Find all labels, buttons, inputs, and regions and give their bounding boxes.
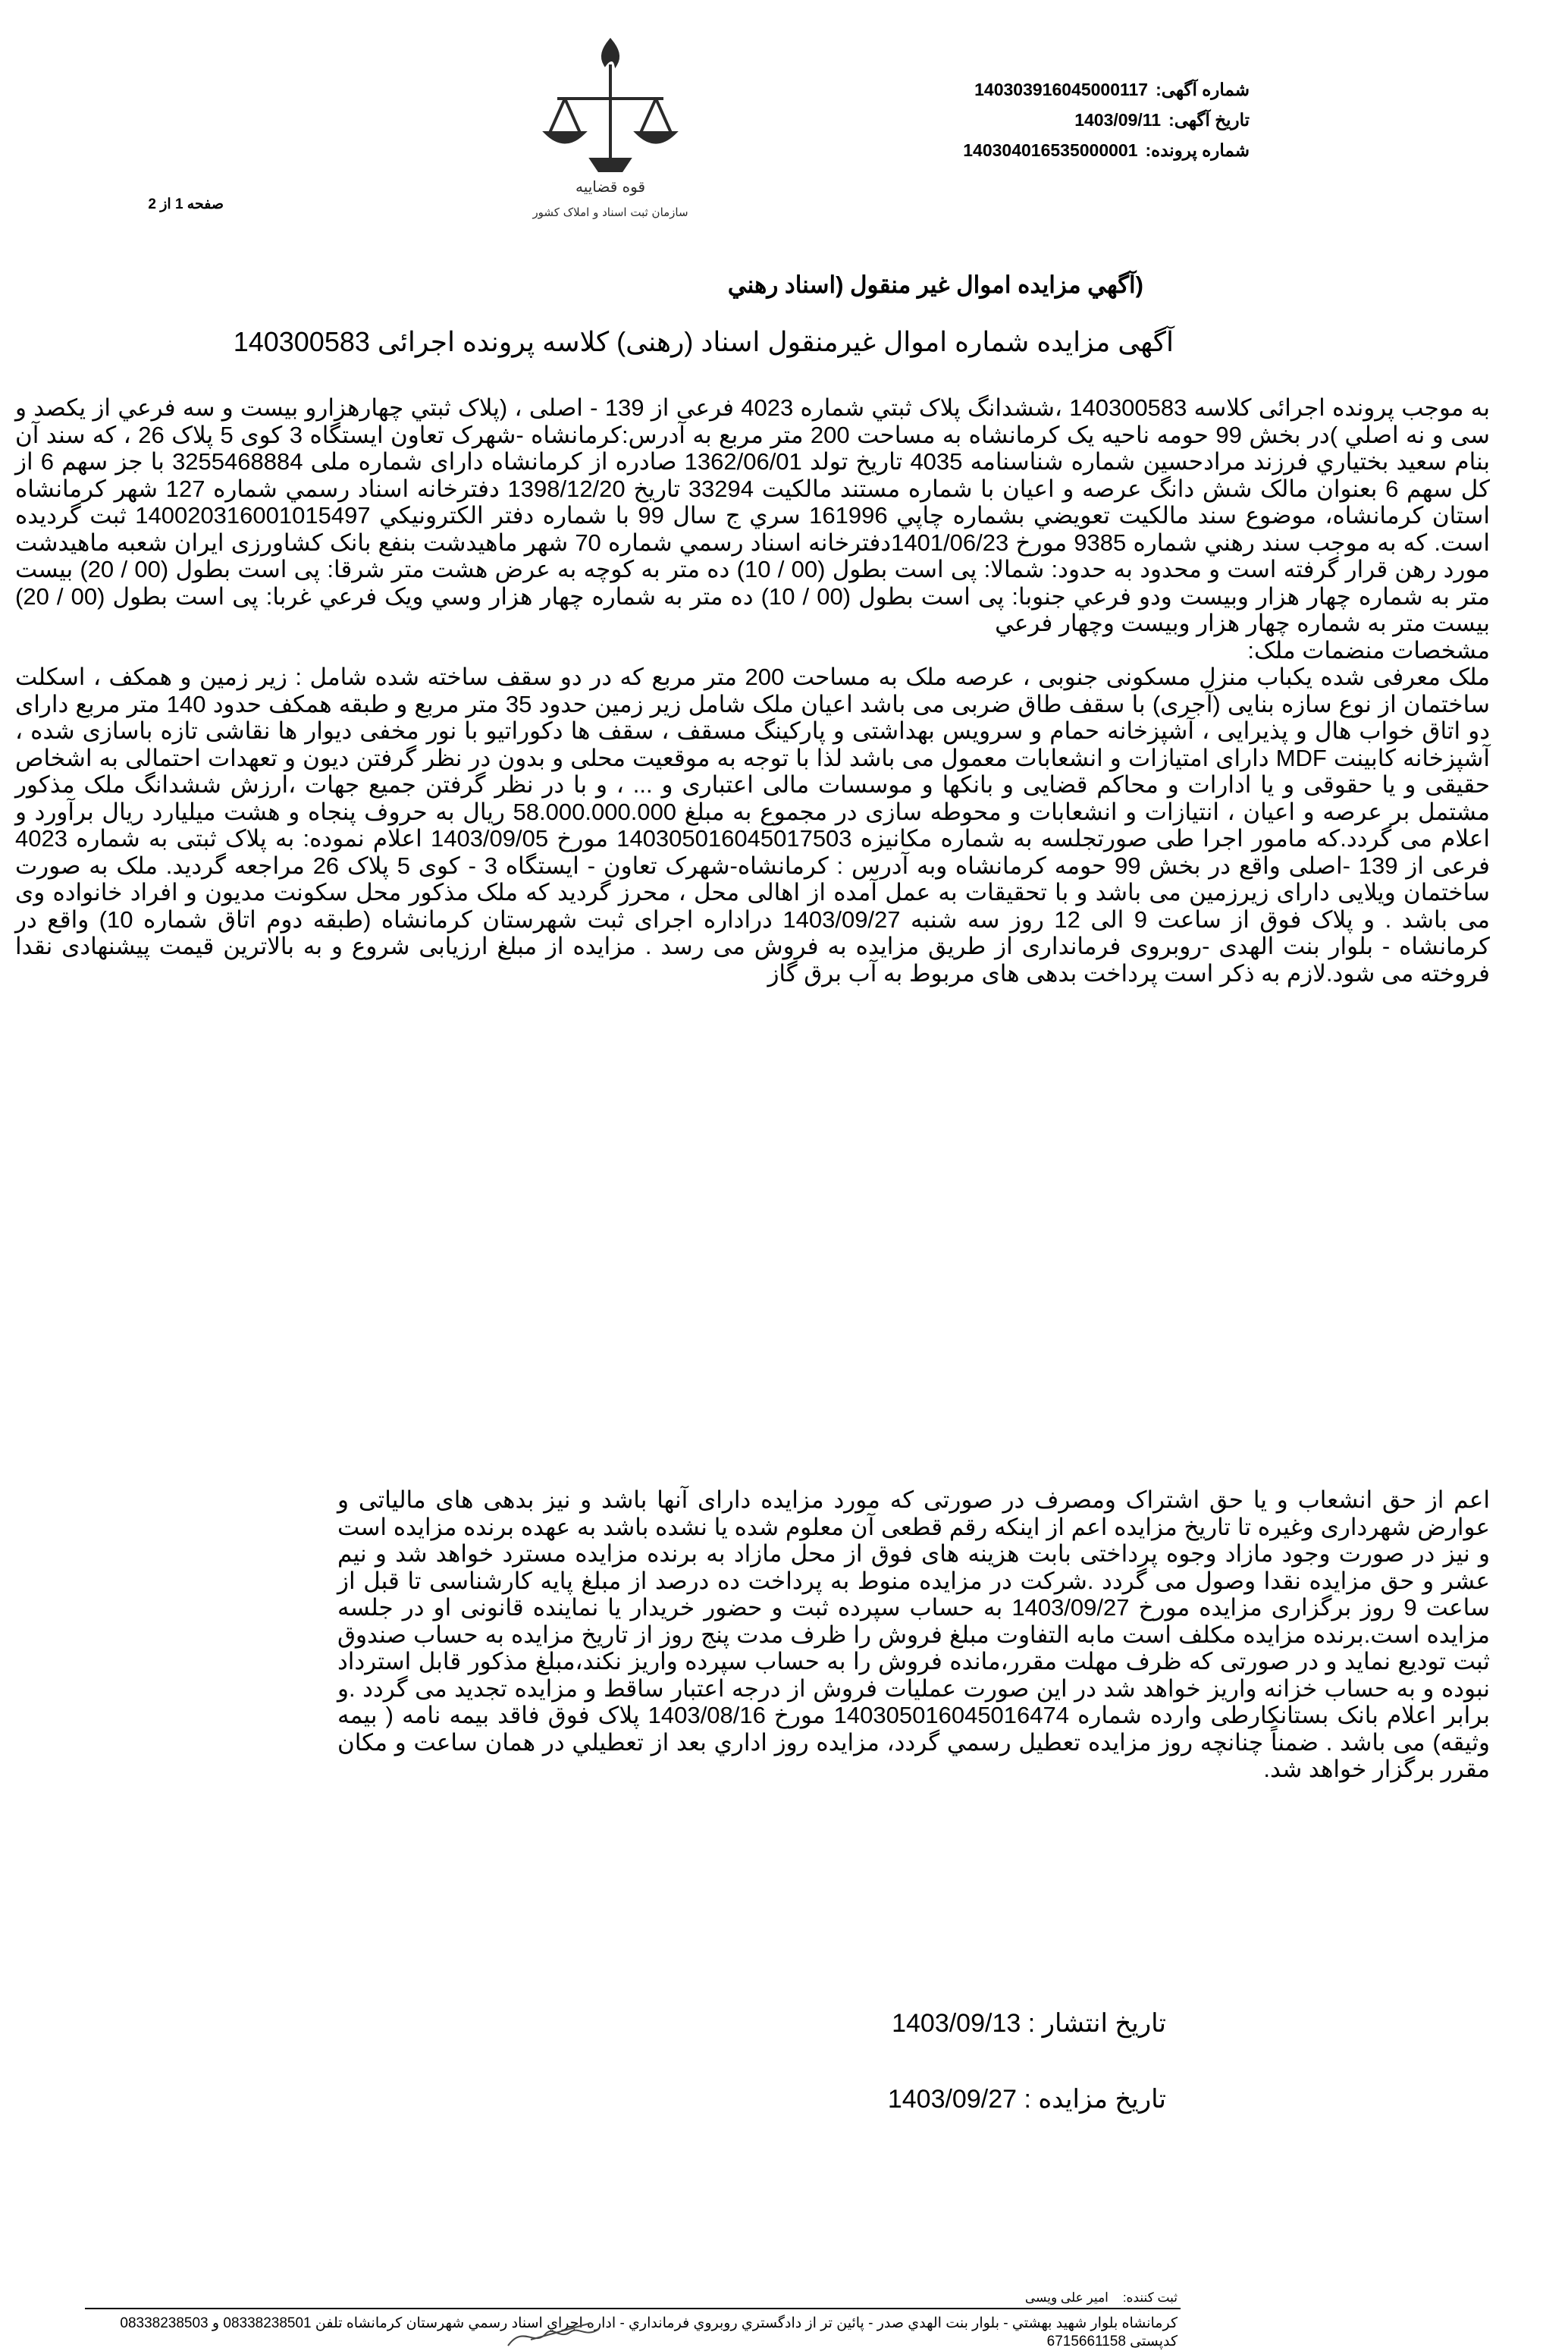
body-paragraph: مشخصات منضمات ملک: (1247, 636, 1490, 664)
body-section-2 (337, 1486, 1490, 1783)
publish-date-label: تاریخ انتشار : (1027, 2009, 1166, 2038)
file-number-label: شماره پرونده: (1145, 140, 1250, 160)
body-paragraph: به موجب پرونده اجرائی کلاسه 140300583 ،ششدانگ پلاک ثبتي شماره 4023 فرعی از 139 - اصلی ، (پلاک ثبتي چهارهزارو بيست و سه فرعي از يكصد و سی و نه اصلي )در بخش 99 حومه ناحيه يک کرمانشاه به مساحت 200 متر مربع به آدرس:کرمانشاه -شهرک تعاون ایستگاه 3 کوی 5 پلاک 26 ، که سند آن بنام سعيد بختياري فرزند مرادحسين شماره شناسنامه 4035 تاریخ تولد 1362/06/01 صادره از کرمانشاه دارای شماره ملی 3255468884 با جز سهم 6 از کل سهم 6 بعنوان مالک شش دانگ عرصه و اعيان با شماره مستند مالکيت 33294 تاريخ 1398/12/20 دفترخانه اسناد رسمي شماره 127 شهر کرمانشاه استان کرمانشاه، موضوع سند مالكيت تعويضي بشماره چاپي 161996 سري ج سال 99 با شماره دفتر الكترونيكي 140020316001015497 ثبت گرديده است. که به موجب سند رهني شماره 9385 مورخ 1401/06/23دفترخانه اسناد رسمي شماره 70 شهر ماهيدشت بنفع بانک کشاورزی ايران شعبه ماهيدشت مورد رهن قرار گرفته است و محدود به حدود: شمالا: پی است بطول (00 / 10) ده متر به کوچه به عرض هشت متر شرقا: پی است بطول (00 / 20) بیست متر به شماره چهار هزار وبيست ودو فرعي جنوبا: پی است بطول (00 / 10) ده متر به شماره چهار هزار وسي ويک فرعي غربا: پی است بطول (00 / 20) بيست متر به شماره چهار هزار وبيست وچهار فرعي (15, 394, 1491, 636)
footer-divider (85, 2308, 1181, 2309)
body-paragraph: اعم از حق انشعاب و یا حق اشتراک ومصرف در صورتی که مورد مزایده دارای آنها باشد و نیز بدهی های مالیاتی و عوارض شهرداری وغیره تا تاریخ مزایده اعم از اینکه رقم قطعی آن معلوم شده یا نشده باشد به عهده برنده مزایده است و نیز در صورت وجود مازاد وجوه پرداختی بابت هزینه های فوق از محل مازاد به برنده مزایده مسترد خواهد شد و نیم عشر و حق مزایده نقدا وصول می گردد .شرکت در مزایده منوط به پرداخت ده درصد از مبلغ پایه کارشناسی تا قبل از ساعت 9 روز برگزاری مزایده مورخ 1403/09/27 به حساب سپرده ثبت و حضور خریدار یا نماینده قانونی او در جلسه مزایده است.برنده مزایده مکلف است مابه التفاوت مبلغ فروش را ظرف مدت پنج روز از تاریخ مزایده به حساب صندوق ثبت تودیع نماید و در صورتی که ظرف مهلت مقرر،مانده فروش را به حساب سپرده واریز نکند،مبلغ مذکور قابل استرداد نبوده و به حساب خزانه واریز خواهد شد در این صورت عملیات فروش از درجه اعتبار ساقط و مزایده تجدید می گردد .و برابر اعلام بانک بستانکارطی وارده شماره 140305016045016474 مورخ 1403/08/16 پلاک فوق فاقد بیمه نامه ( بیمه وثیقه) می باشد . ضمناً چنانچه روز مزایده تعطیل رسمي گردد، مزايده روز اداري بعد از تعطيلي در همان ساعت و مكان مقرر برگزار خواهد شد. (337, 1486, 1490, 1782)
auction-date-label: تاریخ مزایده : (1024, 2085, 1166, 2114)
emblem-text-bottom: سازمان ثبت اسناد و املاک کشور (532, 206, 688, 219)
judiciary-emblem-icon (531, 27, 690, 239)
ad-number: 140303916045000117 (974, 80, 1149, 99)
header-meta (855, 74, 1250, 165)
ad-number-label: شماره آگهی: (1156, 80, 1250, 99)
ad-date-label: تاریخ آگهی: (1168, 110, 1250, 130)
document-title: (آگهي مزايده اموال غير منقول (اسناد رهني (727, 272, 1143, 298)
auction-date-line (888, 2084, 1166, 2114)
signature-icon (500, 2317, 622, 2350)
page-number: صفحه 1 از 2 (148, 196, 224, 212)
file-number: 140304016535000001 (963, 140, 1138, 160)
footer-address: کرمانشاه بلوار شهيد بهشتي - بلوار بنت الهدي صدر - پائين تر از دادگستري روبروي فرمانداري - اداره اجراي اسناد رسمي شهرستان کرمانشاه تلفن 08338238501 و 08338238503 کدپستی 6715661158 (120, 2315, 1178, 2349)
body-section-1 (15, 394, 1490, 987)
document-subtitle: آگهی مزایده شماره اموال غیرمنقول اسناد (رهنی) کلاسه پرونده اجرائی 140300583 (233, 326, 1174, 357)
emblem-text-top: قوه قضاییه (575, 177, 646, 196)
registrar-label: ثبت کننده: (1122, 2290, 1178, 2305)
publish-date-line (892, 2008, 1166, 2039)
ad-number-row (855, 74, 1250, 105)
registrar-name: امیر علی ویسی (1024, 2290, 1109, 2305)
registrar (1025, 2290, 1178, 2305)
file-number-row (855, 135, 1250, 165)
auction-date: 1403/09/27 (887, 2085, 1018, 2114)
ad-date: 1403/09/11 (1074, 110, 1162, 130)
body-paragraph: ملک معرفی شده یکباب منزل مسکونی جنوبی ، عرصه ملک به مساحت 200 متر مربع که در دو سقف ساخته شده شامل : زیر زمین و همکف ، اسکلت ساختمان از نوع سازه بنایی (آجری) با سقف طاق ضربی می باشد اعیان ملک شامل زیر زمین حدود 35 متر مربع و طبقه همکف حدود 140 متر مربع دارای دو اتاق خواب هال و پذیرایی ، آشپزخانه حمام و سرویس بهداشتی و پارکینگ مسقف ، سقف ها دکوراتیو با نور مخفی دیوار ها نقاشی تازه باسازی شده ، آشپزخانه کابینت MDF دارای امتیازات و انشعابات معمول می باشد لذا با توجه به موقعیت محلی و بدون در نظر گرفتن دیون و تعهدات احتمالی به اشخاص حقیقی و یا حقوقی و یا ادارات و محاکم قضایی و بانکها و موسسات مالی اعتباری و ... ، و با در نظر گرفتن جمیع جهات ،ارزش ششدانگ ملک مذکور مشتمل بر عرصه و اعیان ، انتیازات و انشعابات و محوطه سازی در مجموع به مبلغ 58.000.000.000 ریال به حروف پنجاه و هشت میلیارد ریال برآورد و اعلام می گردد.که مامور اجرا طی صورتجلسه به شماره مکانیزه 140305016045017503 مورخ 1403/09/05 اعلام نموده: به پلاک ثبتی به شماره 4023 فرعی از 139 -اصلی واقع در بخش 99 حومه کرمانشاه وبه آدرس : کرمانشاه-شهرک تعاون - ایستگاه 3 - کوی 5 پلاک 26 مراجعه گردید. ملک به صورت ساختمان ویلایی دارای زیرزمین می باشد و با تحقیقات به عمل آمده از اهالی محل ، محرز گردید که ملک مذکور محل سکونت مدیون و افراد خانواده وی می باشد . و پلاک فوق از ساعت 9 الی 12 روز سه شنبه 1403/09/27 دراداره اجرای ثبت شهرستان کرمانشاه (طبقه دوم اتاق شماره 10) واقع در کرمانشاه - بلوار بنت الهدی -روبروی فرمانداری از طریق مزایده به فروش می رسد . مزایده از مبلغ ارزیابی شروع و به بالاترین قیمت پیشنهادی نقدا فروخته می شود.لازم به ذکر است پرداخت بدهی های مربوط به آب برق گاز (15, 664, 1491, 987)
ad-date-row (855, 105, 1250, 135)
publish-date: 1403/09/13 (892, 2009, 1021, 2038)
